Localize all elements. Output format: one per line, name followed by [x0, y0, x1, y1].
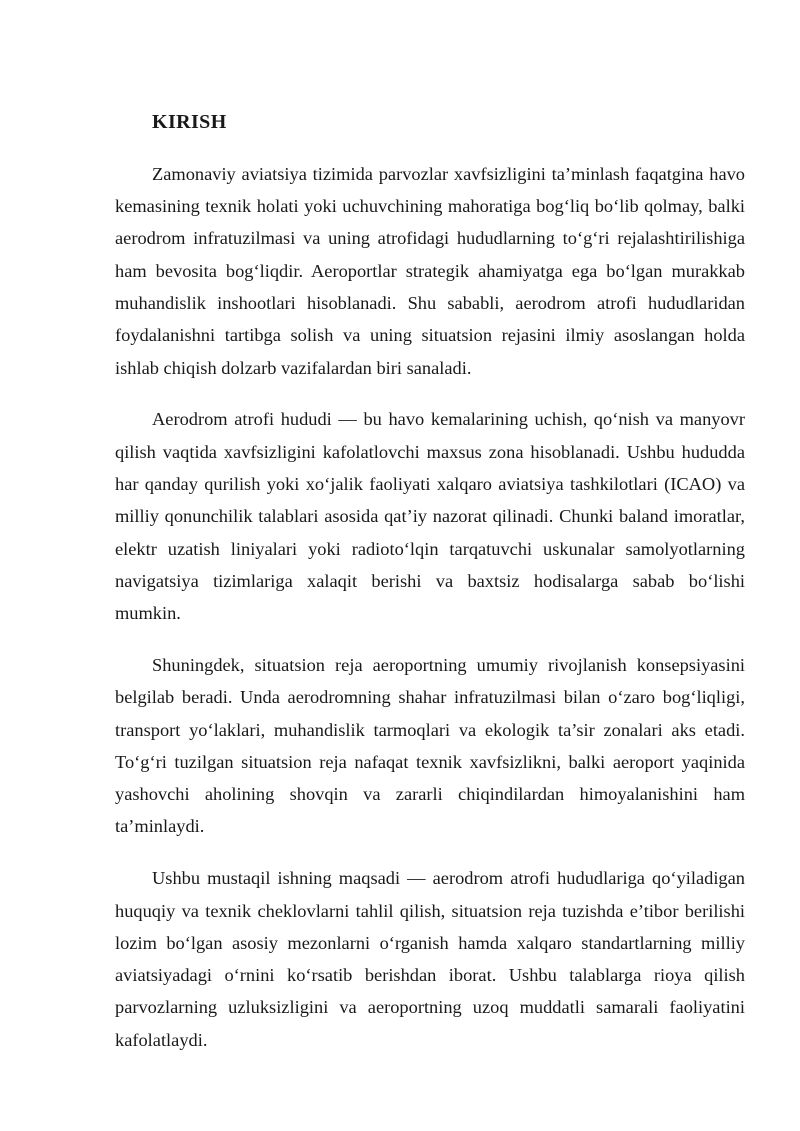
text-line: milliy qonunchilik talablari asosida qat’iy nazorat qilinadi. Chunki baland imoratlar,	[115, 506, 745, 527]
text-line: navigatsiya tizimlariga xalaqit berishi va baxtsiz hodisalarga sabab bo‘lishi	[115, 570, 745, 591]
text-line: ishlab chiqish dolzarb vazifalardan biri sanaladi.	[115, 357, 472, 378]
paragraph-4	[115, 862, 745, 1056]
text-line: mumkin.	[115, 603, 181, 624]
text-line: qilish vaqtida xavfsizligini kafolatlovchi maxsus zona hisoblanadi. Ushbu hududda	[115, 441, 745, 462]
text-line: parvozlarning uzluksizligini va aeroportning uzoq muddatli samarali faoliyatini	[115, 997, 745, 1018]
text-line: Zamonaviy aviatsiya tizimida parvozlar xavfsizligini ta’minlash faqatgina havo	[152, 163, 745, 184]
text-line: ham bevosita bog‘liqdir. Aeroportlar strategik ahamiyatga ega bo‘lgan murakkab	[115, 260, 745, 281]
text-line: kemasining texnik holati yoki uchuvchining mahoratiga bog‘liq bo‘lib qolmay, balki	[115, 196, 745, 217]
section-title: KIRISH	[152, 111, 227, 133]
text-line: Shuningdek, situatsion reja aeroportning umumiy rivojlanish konsepsiyasini	[152, 654, 745, 675]
document-content	[115, 106, 745, 1076]
text-line: kafolatlaydi.	[115, 1029, 208, 1050]
text-line: muhandislik inshootlari hisoblanadi. Shu sababli, aerodrom atrofi hududlaridan	[115, 292, 745, 313]
text-line: yashovchi aholining shovqin va zararli chiqindilardan himoyalanishini ham	[115, 784, 745, 805]
paragraph-3	[115, 649, 745, 843]
text-line: Aerodrom atrofi hududi — bu havo kemalarining uchish, qo‘nish va manyovr	[152, 409, 745, 430]
text-line: To‘g‘ri tuzilgan situatsion reja nafaqat texnik xavfsizlikni, balki aeroport yaqinida	[115, 751, 745, 772]
text-line: har qanday qurilish yoki xo‘jalik faoliyati xalqaro aviatsiya tashkilotlari (ICAO) va	[115, 473, 745, 494]
text-line: elektr uzatish liniyalari yoki radioto‘lqin tarqatuvchi uskunalar samolyotlarning	[115, 538, 745, 559]
text-line: aerodrom infratuzilmasi va uning atrofidagi hududlarning to‘g‘ri rejalashtirilishiga	[115, 228, 745, 249]
text-line: aviatsiyadagi o‘rnini ko‘rsatib berishdan iborat. Ushbu talablarga rioya qilish	[115, 965, 745, 986]
text-line: Ushbu mustaqil ishning maqsadi — aerodrom atrofi hududlariga qo‘yiladigan	[152, 868, 745, 889]
text-line: transport yo‘laklari, muhandislik tarmoqlari va ekologik ta’sir zonalari aks etadi.	[115, 719, 745, 740]
text-line: foydalanishni tartibga solish va uning situatsion rejasini ilmiy asoslangan holda	[115, 325, 745, 346]
paragraph-2	[115, 403, 745, 629]
text-line: ta’minlaydi.	[115, 816, 205, 837]
text-line: belgilab beradi. Unda aerodromning shahar infratuzilmasi bilan o‘zaro bog‘liqligi,	[115, 687, 745, 708]
paragraph-1	[115, 158, 745, 384]
text-line: huquqiy va texnik cheklovlarni tahlil qilish, situatsion reja tuzishda e’tibor berilishi	[115, 900, 745, 921]
text-line: lozim bo‘lgan asosiy mezonlarni o‘rganish hamda xalqaro standartlarning milliy	[115, 932, 745, 953]
